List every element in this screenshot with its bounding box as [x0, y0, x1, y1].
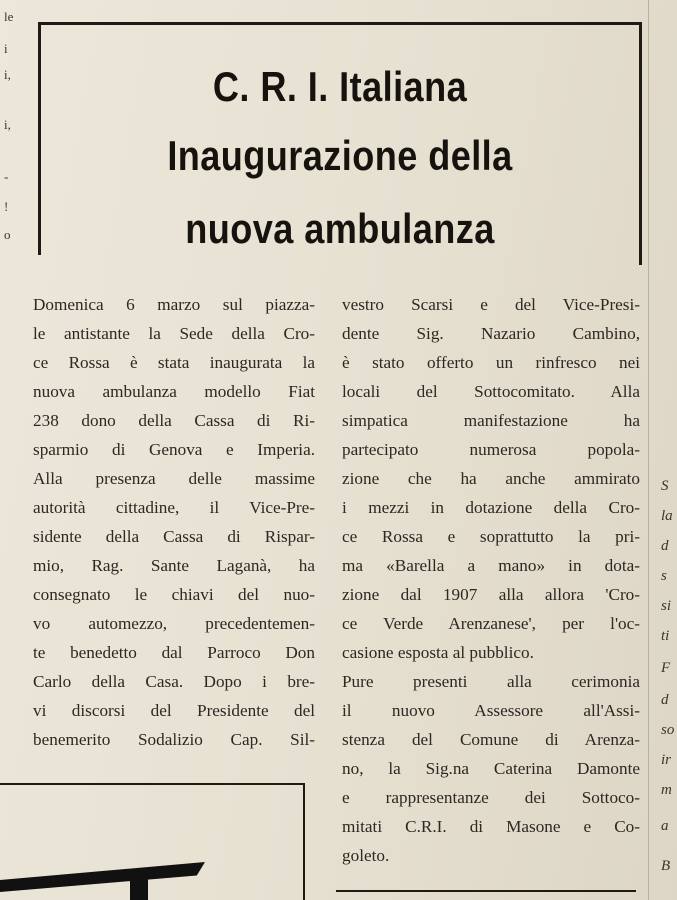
next-article-image-fragment	[0, 862, 205, 892]
margin-fragment: so	[661, 722, 675, 738]
text-line: ce Verde Arenzanese', per l'oc-	[342, 614, 640, 633]
left-margin-fragments	[0, 0, 30, 260]
next-article-frame-edge	[303, 783, 305, 900]
text-line: zione dal 1907 alla allora 'Cro-	[342, 585, 640, 604]
margin-fragment: F	[661, 660, 671, 676]
text-line: locali del Sottocomitato. Alla	[342, 382, 640, 401]
margin-fragment: la	[661, 508, 673, 524]
text-line: casione esposta al pubblico.	[342, 643, 534, 662]
text-line: partecipato numerosa popola-	[342, 440, 640, 459]
text-line: sparmio di Genova e Imperia.	[33, 440, 315, 459]
headline-rule-right	[639, 25, 642, 265]
margin-fragment: i,	[4, 67, 11, 82]
text-line: e rappresentanze dei Sottoco-	[342, 788, 640, 807]
text-line: vi discorsi del Presidente del	[33, 701, 315, 720]
text-line: mio, Rag. Sante Laganà, ha	[33, 556, 315, 575]
text-line: Pure presenti alla cerimonia	[342, 672, 640, 691]
margin-fragment: -	[4, 169, 9, 184]
headline-box	[38, 22, 642, 265]
text-line: 238 dono della Cassa di Ri-	[33, 411, 315, 430]
text-line: simpatica manifestazione ha	[342, 411, 640, 430]
text-line: vestro Scarsi e del Vice-Presi-	[342, 295, 640, 314]
text-line: ce Rossa e soprattutto la pri-	[342, 527, 640, 546]
text-line: Carlo della Casa. Dopo i bre-	[33, 672, 315, 691]
text-line: sidente della Cassa di Rispar-	[33, 527, 315, 546]
margin-fragment: si	[661, 598, 672, 614]
right-margin-fragments	[659, 0, 677, 900]
margin-fragment: a	[661, 818, 669, 834]
text-line: benemerito Sodalizio Cap. Sil-	[33, 730, 315, 749]
text-line: stenza del Comune di Arenza-	[342, 730, 640, 749]
text-line: Domenica 6 marzo sul piazza-	[33, 295, 315, 314]
column-bottom-rule	[336, 890, 636, 892]
margin-fragment: d	[661, 692, 669, 708]
text-line: mitati C.R.I. di Masone e Co-	[342, 817, 640, 836]
text-line: dente Sig. Nazario Cambino,	[342, 324, 640, 343]
text-line: goleto.	[342, 846, 390, 865]
headline-line-1: C. R. I. Italiana	[212, 63, 468, 110]
headline-line-2: Inaugurazione della	[167, 132, 513, 179]
margin-fragment: !	[4, 199, 9, 214]
text-line: ce Rossa è stata inaugurata la	[33, 353, 315, 372]
text-line: le antistante la Sede della Cro-	[33, 324, 315, 343]
article-column-1	[33, 290, 315, 754]
text-line: ma «Barella a mano» in dota-	[342, 556, 640, 575]
text-line: zione che ha anche ammirato	[342, 469, 640, 488]
margin-fragment: ti	[661, 628, 670, 644]
margin-fragment: i,	[4, 117, 11, 132]
text-line: i mezzi in dotazione della Cro-	[342, 498, 640, 517]
text-line: nuova ambulanza modello Fiat	[33, 382, 315, 401]
text-line: no, la Sig.na Caterina Damonte	[342, 759, 640, 778]
text-line: consegnato le chiavi del nuo-	[33, 585, 315, 604]
margin-fragment: d	[661, 538, 669, 554]
text-line: è stato offerto un rinfresco nei	[342, 353, 640, 372]
text-line: autorità cittadine, il Vice-Pre-	[33, 498, 315, 517]
text-line: te benedetto dal Parroco Don	[33, 643, 315, 662]
text-line: vo automezzo, precedentemen-	[33, 614, 315, 633]
margin-fragment: le	[4, 9, 14, 24]
column-divider	[648, 0, 649, 900]
margin-fragment: S	[661, 478, 669, 494]
margin-fragment: B	[661, 858, 671, 874]
next-article-frame	[0, 783, 305, 785]
next-article-image-fragment	[130, 874, 148, 900]
text-line: Alla presenza delle massime	[33, 469, 315, 488]
margin-fragment: s	[661, 568, 667, 584]
margin-fragment: ir	[661, 752, 672, 768]
article-column-2	[342, 290, 640, 870]
margin-fragment: i	[4, 41, 8, 56]
headline-line-3: nuova ambulanza	[185, 205, 495, 252]
margin-fragment: o	[4, 227, 11, 242]
headline-rule-left	[38, 25, 41, 255]
text-line: il nuovo Assessore all'Assi-	[342, 701, 640, 720]
margin-fragment: m	[661, 782, 672, 798]
